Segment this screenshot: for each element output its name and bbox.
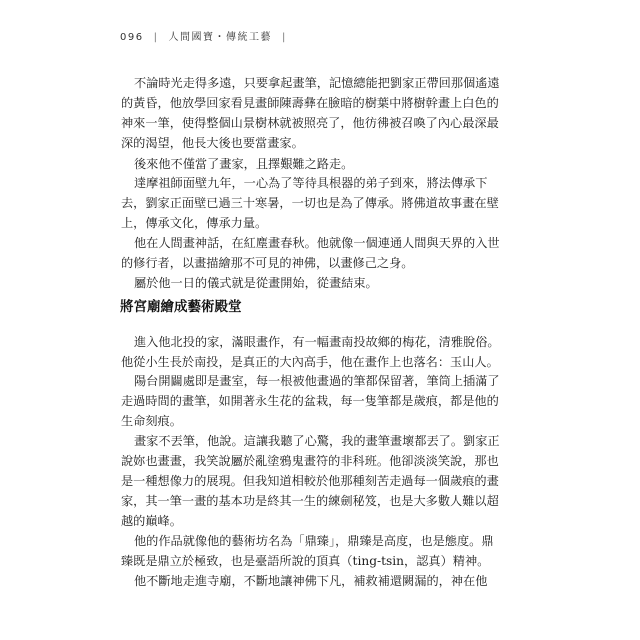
body-text-line: 臻既是鼎立於極致，也是臺語所說的頂真（ting-tsin，認真）精神。	[121, 554, 490, 568]
page-number: 096	[120, 32, 144, 43]
body-text-line: 他在人間畫神話，在紅塵畫春秋。他就像一個連通人間與天界的入世	[134, 236, 500, 250]
body-text-line: 的修行者，以畫描繪那不可見的神佛，以畫修己之身。	[121, 256, 414, 270]
body-text-line: 陽台開闢處即是畫室，每一根被他畫過的筆都保留著，筆筒上插滿了	[134, 374, 500, 388]
body-text-line: 進入他北投的家，滿眼畫作，有一幅畫南投故鄉的梅花，清雅脫俗。	[134, 335, 500, 349]
body-text-line: 後來他不僅當了畫家，且擇艱難之路走。	[134, 157, 354, 171]
book-title: 人間國寶・傳統工藝	[168, 32, 272, 43]
body-text-line: 的黃昏，他放學回家看見畫師陳壽彝在臉暗的樹葉中將樹幹畫上白色的	[121, 96, 499, 110]
body-text-line: 他的作品就像他的藝術坊名為「鼎臻」，鼎臻是高度，也是態度。鼎	[134, 534, 494, 548]
body-text-line: 上，傳承文化，傳承力量。	[121, 216, 268, 230]
section-heading: 將宮廟繪成藝術殿堂	[120, 299, 242, 315]
running-head-separator: |	[153, 32, 159, 43]
body-text-line: 屬於他一日的儀式就是從畫開始，從畫結束。	[134, 276, 378, 290]
body-text-line: 是一種想像力的展現。但我知道相較於他那種刻苦走過每一個歲痕的畫	[121, 474, 499, 488]
body-text-line: 深的渴望，他長大後也要當畫家。	[121, 136, 304, 150]
running-head	[120, 28, 297, 43]
body-text-line: 他從小生長於南投，是真正的大內高手，他在畫作上也落名：玉山人。	[121, 355, 499, 369]
body-text-line: 越的巔峰。	[121, 514, 182, 528]
body-text-line: 不論時光走得多遠，只要拿起畫筆，記憶總能把劉家正帶回那個遙遠	[134, 76, 500, 90]
body-text-line: 神來一筆，使得整個山景樹林就被照亮了，他彷彿被召喚了內心最深最	[121, 116, 499, 130]
body-text-line: 說妳也畫畫，我笑說屬於亂塗鴉鬼畫符的非科班。他卻淡淡笑說，那也	[121, 454, 499, 468]
body-text-line: 去，劉家正面壁已過三十寒暑，一切也是為了傳承。將佛道故事畫在壁	[121, 196, 499, 210]
body-text-line: 達摩祖師面壁九年，一心為了等待具根器的弟子到來，將法傳承下	[134, 176, 488, 190]
body-text-line: 生命刻痕。	[121, 414, 182, 428]
body-text-line: 家，其一筆一畫的基本功是終其一生的練劍秘笈，也是大多數人難以超	[121, 494, 499, 508]
running-head-separator: |	[281, 32, 287, 43]
body-text-line: 他不斷地走進寺廟，不斷地讓神佛下凡，補救補還闕漏的，神在他	[134, 574, 488, 588]
body-text-line: 走過時間的畫筆，如開著永生花的盆栽，每一隻筆都是歲痕，都是他的	[121, 394, 499, 408]
body-text-line: 畫家不丟筆，他說。這讓我聽了心驚，我的畫筆畫壞都丟了。劉家正	[134, 434, 500, 448]
